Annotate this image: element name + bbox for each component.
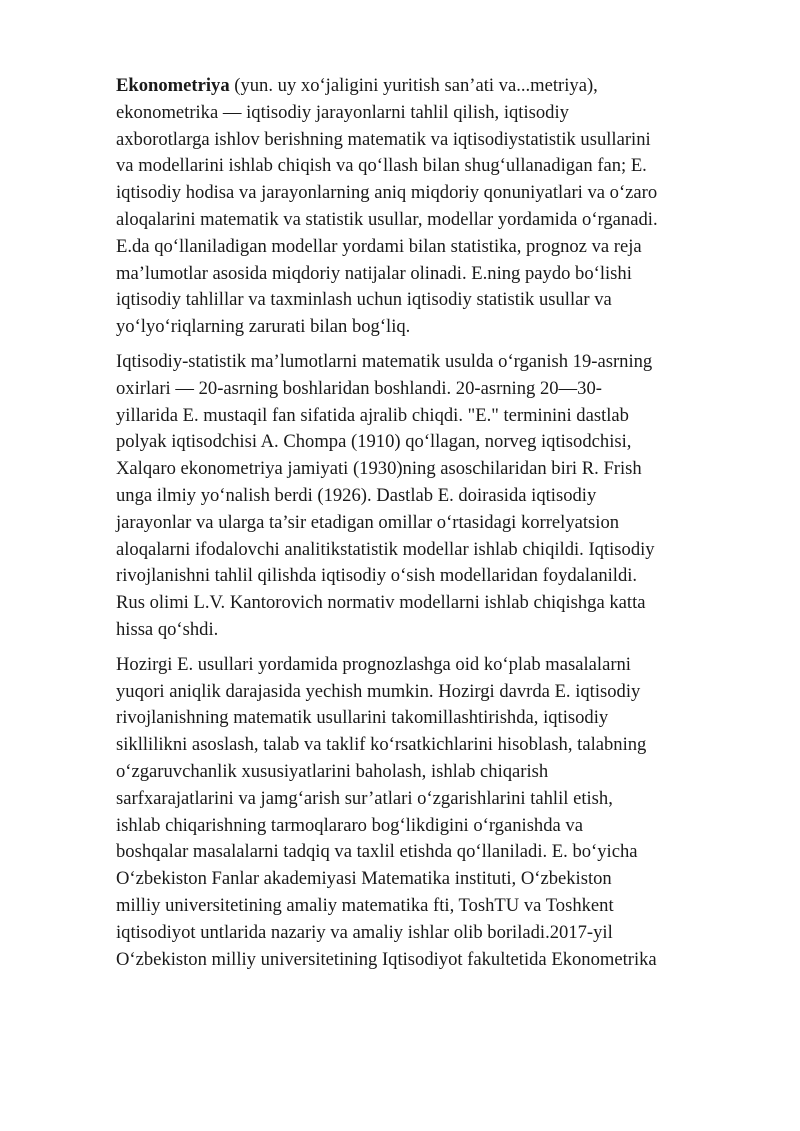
text-line: Iqtisodiy-statistik ma’lumotlarni matematik usulda o‘rganish 19-asrning	[116, 350, 653, 372]
text-line: axborotlarga ishlov berishning matematik va iqtisodiystatistik usullarini	[116, 128, 651, 150]
text-line: Rus olimi L.V. Kantorovich normativ modellarni ishlab chiqishga katta	[116, 592, 646, 614]
text-line: o‘zgaruvchanlik xususiyatlarini baholash, ishlab chiqarish	[116, 760, 549, 782]
term-heading: Ekonometriya	[116, 75, 230, 96]
text-line: milliy universitetining amaliy matematika fti, ToshTU va Toshkent	[116, 894, 614, 916]
text-line: rivojlanishni tahlil qilishda iqtisodiy o‘sish modellaridan foydalanildi.	[116, 565, 638, 587]
text-line	[116, 73, 750, 100]
text-line: O‘zbekiston Fanlar akademiyasi Matematika instituti, O‘zbekiston	[116, 868, 612, 890]
text-line: yo‘lyo‘riqlarning zarurati bilan bog‘liq.	[116, 316, 411, 338]
paragraph-2	[116, 349, 750, 644]
document-body	[116, 73, 750, 981]
text-line: ishlab chiqarishning tarmoqlararo bog‘likdigini o‘rganishda va	[116, 814, 583, 836]
text-line: Xalqaro ekonometriya jamiyati (1930)ning asoschilaridan biri R. Frish	[116, 458, 642, 480]
text-line: sarfxarajatlarini va jamg‘arish sur’atlari o‘zgarishlarini tahlil etish,	[116, 787, 613, 809]
text-line: aloqalarini matematik va statistik usullar, modellar yordamida o‘rganadi.	[116, 208, 658, 230]
text-line: iqtisodiy tahlillar va taxminlash uchun iqtisodiy statistik usullar va	[116, 289, 612, 311]
text-line: yuqori aniqlik darajasida yechish mumkin. Hozirgi davrda E. iqtisodiy	[116, 680, 641, 702]
text-line: aloqalarni ifodalovchi analitikstatistik modellar ishlab chiqildi. Iqtisodiy	[116, 538, 655, 560]
text-line: jarayonlar va ularga ta’sir etadigan omillar o‘rtasidagi korrelyatsion	[116, 511, 620, 533]
text-line: ekonometrika — iqtisodiy jarayonlarni tahlil qilish, iqtisodiy	[116, 101, 569, 123]
text-line: E.da qo‘llaniladigan modellar yordami bilan statistika, prognoz va reja	[116, 235, 642, 257]
text-line: sikllilikni asoslash, talab va taklif ko‘rsatkichlarini hisoblash, talabning	[116, 734, 647, 756]
text-line: yillarida E. mustaqil fan sifatida ajralib chiqdi. "E." terminini dastlab	[116, 404, 629, 426]
paragraph-3	[116, 652, 750, 974]
text-line: rivojlanishning matematik usullarini takomillashtirishda, iqtisodiy	[116, 707, 609, 729]
text-line: polyak iqtisodchisi A. Chompa (1910) qo‘llagan, norveg iqtisodchisi,	[116, 431, 632, 453]
text-line: va modellarini ishlab chiqish va qo‘llash bilan shug‘ullanadigan fan; E.	[116, 155, 647, 177]
paragraph-1	[116, 73, 750, 341]
text-line: Hozirgi E. usullari yordamida prognozlashga oid ko‘plab masalalarni	[116, 653, 631, 675]
text-line: oxirlari — 20-asrning boshlaridan boshlandi. 20-asrning 20—30-	[116, 377, 602, 399]
text-line: O‘zbekiston milliy universitetining Iqtisodiyot fakultetida Ekonometrika	[116, 948, 657, 970]
text-line: iqtisodiyot untlarida nazariy va amaliy ishlar olib boriladi.2017-yil	[116, 921, 613, 943]
text-line: ma’lumotlar asosida miqdoriy natijalar olinadi. E.ning paydo bo‘lishi	[116, 262, 632, 284]
text-line: hissa qo‘shdi.	[116, 618, 219, 640]
text-line: boshqalar masalalarni tadqiq va taxlil etishda qo‘llaniladi. E. bo‘yicha	[116, 841, 638, 863]
text-line: iqtisodiy hodisa va jarayonlarning aniq miqdoriy qonuniyatlari va o‘zaro	[116, 182, 658, 204]
text-line-rest: (yun. uy xo‘jaligini yuritish san’ati va...metriya),	[229, 75, 598, 96]
text-line: unga ilmiy yo‘nalish berdi (1926). Dastlab E. doirasida iqtisodiy	[116, 484, 597, 506]
